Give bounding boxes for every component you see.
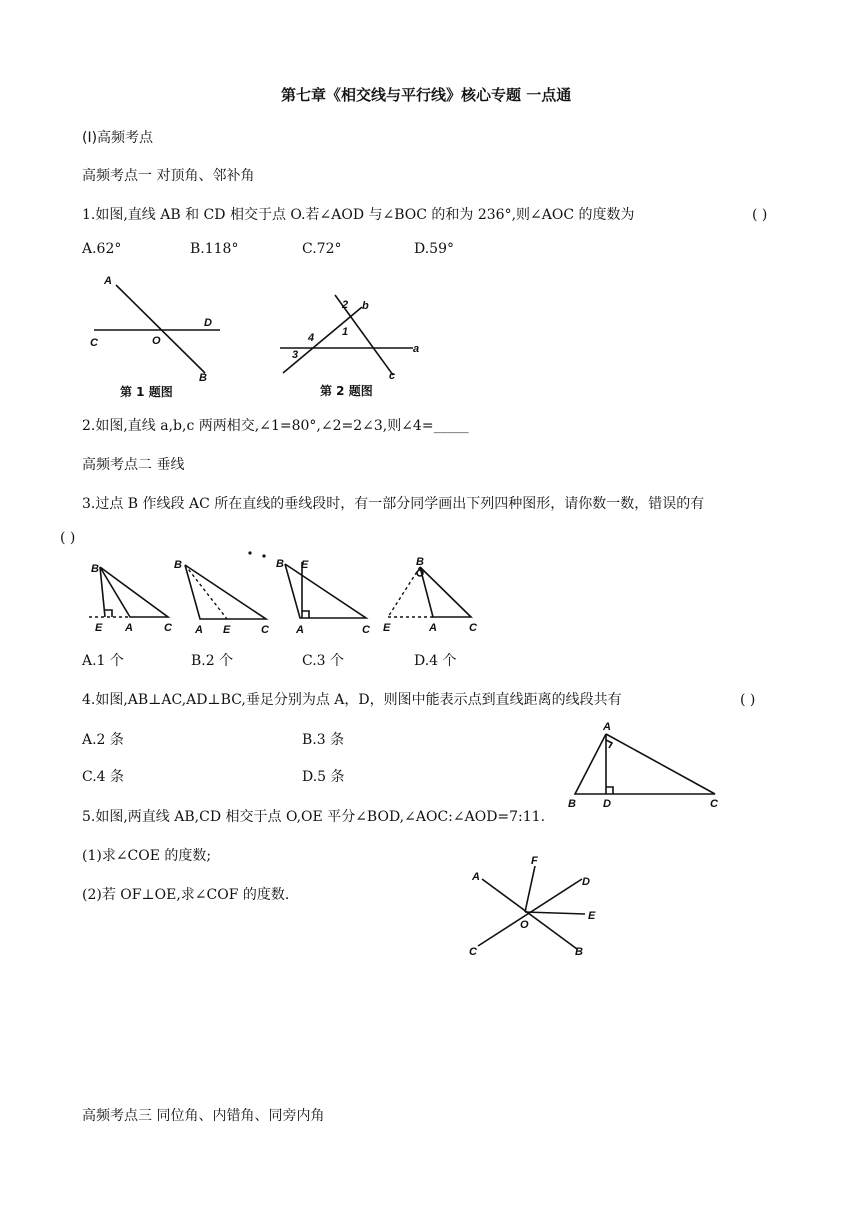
label-a: A	[296, 624, 304, 636]
figure-2-diagram	[275, 293, 435, 403]
section-heading-3: 高频考点三 同位角、内错角、同旁内角	[82, 1108, 325, 1124]
question-1-text: 1.如图,直线 AB 和 CD 相交于点 O.若∠AOD 与∠BOC 的和为 236°,则∠AOC 的度数为	[82, 207, 635, 223]
label-e: E	[588, 910, 596, 922]
q4-option-a: A.2 条	[82, 732, 124, 748]
question-3-text: 3.过点 B 作线段 AC 所在直线的垂线段时，有一部分同学画出下列四种图形，请你数一数，错误的有	[82, 496, 705, 512]
q1-option-d: D.59°	[414, 241, 454, 257]
label-e: E	[383, 622, 391, 634]
label-3: 3	[292, 349, 299, 361]
label-c: C	[469, 622, 477, 634]
ray-oe	[525, 912, 585, 914]
label-b: B	[174, 559, 182, 571]
question-5-part-1: (1)求∠COE 的度数;	[82, 848, 212, 864]
label-b: B	[416, 556, 424, 568]
page-title: 第七章《相交线与平行线》核心专题 一点通	[281, 86, 572, 104]
q3-figure-2	[170, 555, 280, 635]
line-ab	[116, 285, 205, 373]
q3-option-d: D.4 个	[414, 653, 457, 669]
q3-option-b: B.2 个	[191, 653, 234, 669]
question-4-text: 4.如图,AB⊥AC,AD⊥BC,垂足分别为点 A，D，则图中能表示点到直线距离的线段共有	[82, 692, 622, 708]
label-b-line: b	[362, 300, 369, 312]
label-b: B	[575, 946, 583, 958]
q3-figure-3	[270, 548, 380, 638]
label-c: C	[362, 624, 370, 636]
label-a: A	[195, 624, 203, 636]
label-e: E	[95, 622, 103, 634]
label-e: E	[301, 559, 309, 571]
label-f: F	[531, 855, 538, 867]
figure-2-caption: 第 2 题图	[320, 384, 373, 398]
label-c: C	[164, 622, 172, 634]
figure-5-diagram	[465, 852, 605, 962]
q1-option-a: A.62°	[82, 241, 122, 257]
question-2-text: 2.如图,直线 a,b,c 两两相交,∠1=80°,∠2=2∠3,则∠4=_____	[82, 418, 469, 434]
label-a: A	[104, 275, 112, 287]
figure-1-diagram	[80, 268, 240, 403]
label-4: 4	[308, 332, 315, 344]
label-1: 1	[342, 326, 349, 338]
question-5-part-2: (2)若 OF⊥OE,求∠COF 的度数.	[82, 887, 290, 903]
label-c-line: c	[389, 370, 396, 382]
q3-option-c: C.3 个	[302, 653, 345, 669]
label-d: D	[204, 317, 212, 329]
ray-of	[525, 866, 535, 912]
label-d: D	[603, 798, 611, 810]
label-o: O	[152, 335, 161, 347]
label-o: O	[520, 919, 529, 931]
label-a: A	[125, 622, 133, 634]
label-b: B	[199, 372, 207, 384]
q4-option-c: C.4 条	[82, 769, 125, 785]
q1-option-b: B.118°	[190, 241, 239, 257]
label-2: 2	[342, 299, 349, 311]
part-heading: (Ⅰ)高频考点	[82, 130, 154, 146]
question-1-answer-paren: ( )	[752, 207, 768, 223]
label-b: B	[276, 558, 284, 570]
label-e: E	[223, 624, 231, 636]
figure-1-caption: 第 1 题图	[120, 385, 173, 399]
label-d: D	[582, 876, 590, 888]
question-5-text: 5.如图,两直线 AB,CD 相交于点 O,OE 平分∠BOD,∠AOC:∠AOD=7:11.	[82, 809, 546, 825]
label-c: C	[469, 946, 477, 958]
label-b: B	[568, 798, 576, 810]
q3-figure-4	[378, 555, 488, 635]
label-b: B	[91, 563, 99, 575]
question-3-answer-paren: ( )	[60, 530, 76, 546]
label-c: C	[261, 624, 269, 636]
label-a: A	[429, 622, 437, 634]
question-4-answer-paren: ( )	[740, 692, 756, 708]
section-heading-2: 高频考点二 垂线	[82, 457, 185, 473]
figure-4-diagram	[565, 718, 730, 813]
label-c: C	[710, 798, 718, 810]
q4-option-d: D.5 条	[302, 769, 345, 785]
q1-option-c: C.72°	[302, 241, 342, 257]
q3-option-a: A.1 个	[82, 653, 124, 669]
q4-option-b: B.3 条	[302, 732, 345, 748]
label-a-line: a	[413, 343, 420, 355]
label-c: C	[90, 337, 98, 349]
label-a: A	[472, 871, 480, 883]
section-heading-1: 高频考点一 对顶角、邻补角	[82, 168, 255, 184]
label-a: A	[603, 721, 611, 733]
